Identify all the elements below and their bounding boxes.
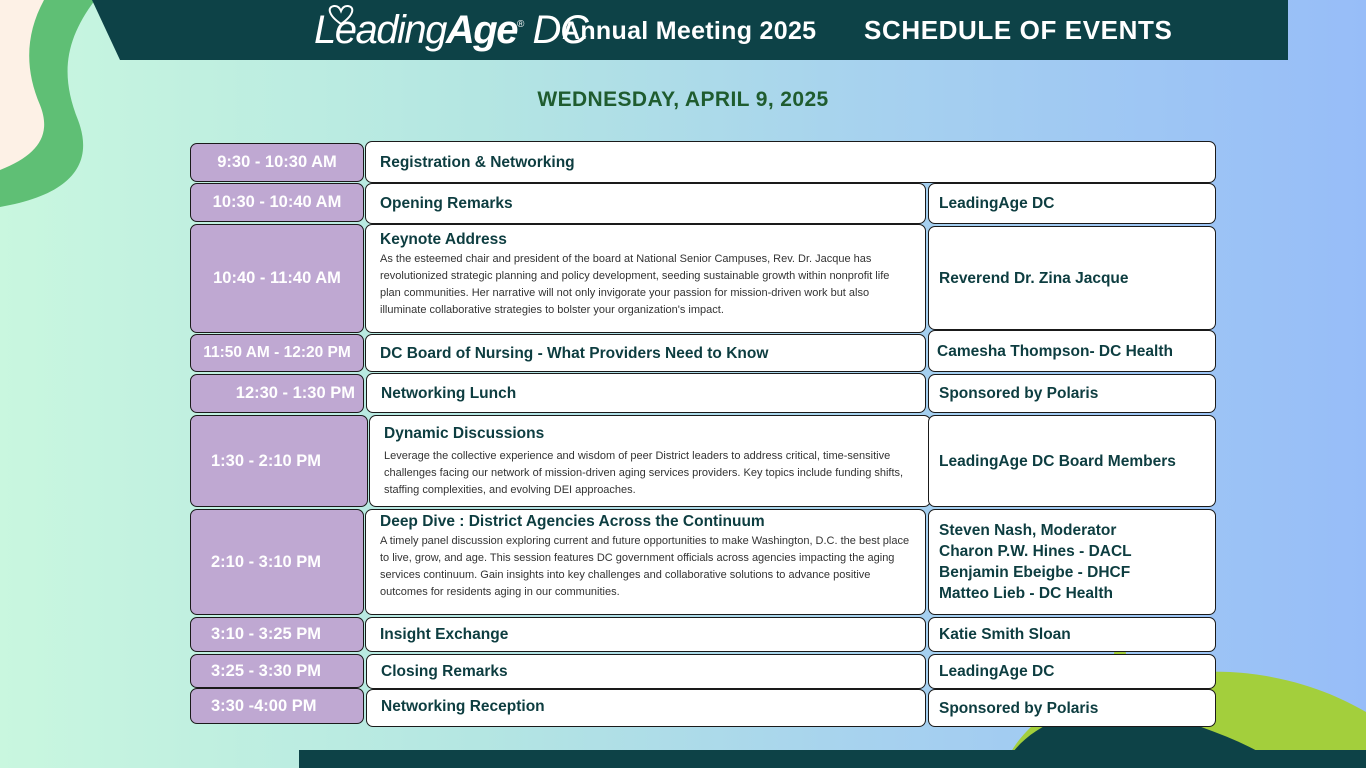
time-label: 2:10 - 3:10 PM	[211, 552, 322, 571]
time-slot	[190, 688, 364, 724]
session-title: Dynamic Discussions	[384, 425, 545, 442]
time-slot	[190, 143, 364, 182]
session-title-cell	[366, 689, 926, 727]
speaker-cell	[928, 689, 1216, 727]
speaker-cell	[928, 183, 1216, 224]
session-title: Opening Remarks	[380, 195, 513, 212]
time-label: 12:30 - 1:30 PM	[235, 384, 355, 402]
speaker-cell	[928, 617, 1216, 652]
meeting-title: Annual Meeting 2025	[562, 17, 817, 45]
time-label: 10:40 - 11:40 AM	[213, 269, 341, 287]
speaker-cell	[928, 226, 1216, 330]
session-title: Closing Remarks	[381, 663, 508, 680]
speaker-cell	[928, 415, 1216, 507]
time-label: 11:50 AM - 12:20 PM	[203, 344, 351, 361]
time-slot	[190, 374, 364, 413]
time-slot	[190, 183, 364, 222]
session-title-cell	[365, 509, 926, 615]
event-date: WEDNESDAY, APRIL 9, 2025	[537, 88, 829, 111]
speaker-cell	[928, 654, 1216, 689]
speaker-cell	[928, 374, 1216, 413]
logo-trademark: ®	[516, 19, 523, 30]
session-description: A timely panel discussion exploring current and future opportunities to make Washington, D.C. the best place to live, grow, and age. This session features DC government officials across agencies impacting the aging services continuum. Gain insights into key challenges and collaborative solutions to advance positive outcomes for residents aging in our communities.	[380, 535, 910, 598]
speaker-name: Reverend Dr. Zina Jacque	[939, 269, 1129, 287]
session-title-cell	[365, 141, 1216, 183]
speaker-name: Matteo Lieb - DC Health	[939, 585, 1113, 602]
session-title: Registration & Networking	[380, 153, 575, 171]
session-title: Networking Lunch	[381, 384, 517, 402]
speaker-cell	[928, 330, 1216, 372]
time-slot	[190, 654, 364, 688]
time-label: 10:30 - 10:40 AM	[212, 193, 342, 211]
speaker-cell	[928, 509, 1216, 615]
time-label: 3:30 -4:00 PM	[211, 696, 317, 715]
speaker-name: Steven Nash, Moderator	[939, 522, 1117, 539]
session-description: Leverage the collective experience and wisdom of peer District leaders to address critical, time-sensitive challenges facing our network of mission-driven aging services providers. Key topics include funding shifts, staffing complexities, and evolving DEI approaches.	[384, 450, 904, 496]
session-title-cell	[365, 617, 926, 652]
speaker-name: Camesha Thompson- DC Health	[937, 342, 1173, 360]
schedule-title: SCHEDULE OF EVENTS	[864, 15, 1173, 45]
time-label: 3:10 - 3:25 PM	[211, 625, 322, 643]
speaker-name: LeadingAge DC	[939, 663, 1055, 680]
session-title-cell	[365, 224, 926, 333]
speaker-name: LeadingAge DC	[939, 195, 1055, 212]
session-title: Deep Dive : District Agencies Across the Continuum	[380, 513, 765, 530]
session-title-cell	[365, 183, 926, 224]
leadingage-dc-logo	[314, 8, 587, 53]
speaker-name: Charon P.W. Hines - DACL	[939, 543, 1132, 560]
time-label: 1:30 - 2:10 PM	[211, 451, 322, 470]
session-title: Networking Reception	[381, 698, 545, 715]
speaker-name: Sponsored by Polaris	[939, 385, 1099, 402]
speaker-name: Katie Smith Sloan	[939, 626, 1071, 643]
session-title-cell	[365, 334, 926, 372]
time-slot	[190, 415, 368, 507]
time-slot	[190, 334, 364, 372]
speaker-name: LeadingAge DC Board Members	[939, 452, 1176, 470]
session-title-cell	[369, 415, 931, 507]
logo-bold-text: Age	[445, 8, 517, 52]
session-title: Keynote Address	[380, 231, 507, 248]
time-slot	[190, 224, 364, 333]
session-title: DC Board of Nursing - What Providers Need to Know	[380, 344, 769, 362]
speaker-name: Benjamin Ebeigbe - DHCF	[939, 564, 1131, 581]
time-slot	[190, 509, 364, 615]
time-label: 9:30 - 10:30 AM	[217, 153, 337, 171]
logo-regular-text: Leading	[314, 8, 446, 52]
session-title-cell	[366, 373, 926, 413]
logo-suffix-text: DC	[522, 8, 588, 52]
speaker-name: Sponsored by Polaris	[939, 699, 1099, 717]
session-title-cell	[366, 654, 926, 689]
time-slot	[190, 617, 364, 652]
time-label: 3:25 - 3:30 PM	[211, 661, 322, 680]
session-description: As the esteemed chair and president of the board at National Senior Campuses, Rev. Dr. Jacque has revolutionized strategic planning and policy development, seeding sustainable growth within nonprofit life plan communities. Her narrative will not only invigorate your passion for mission-driven work but also illuminate collaborative strategies to bolster your organization's impact.	[380, 253, 890, 316]
footer-bar	[299, 750, 1366, 768]
session-title: Insight Exchange	[380, 626, 509, 643]
